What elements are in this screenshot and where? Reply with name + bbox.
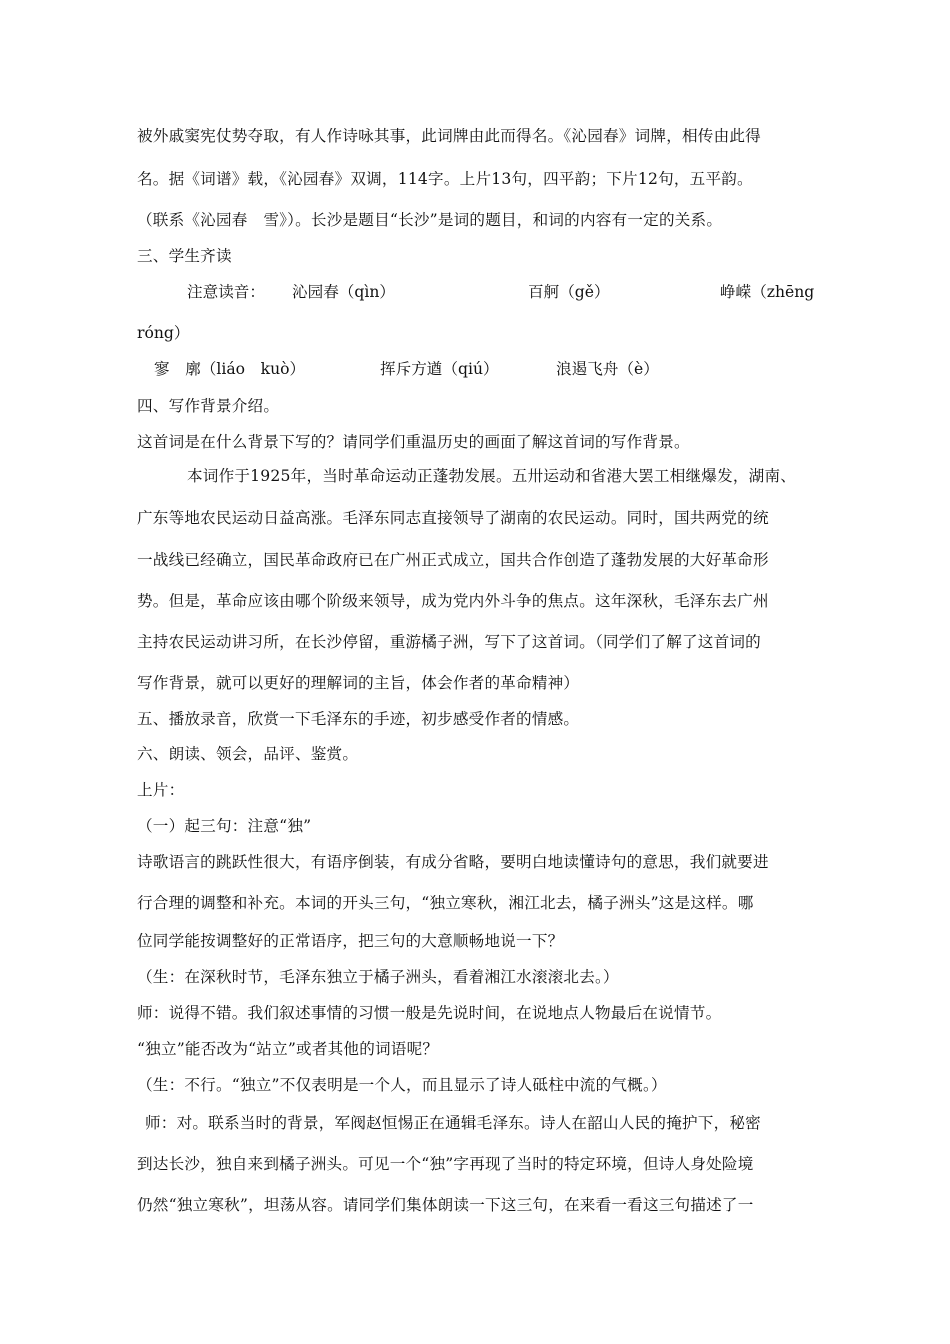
pronunciation-intro: 注意读音： — [187, 283, 265, 301]
section-heading: 三、学生齐读 — [137, 247, 232, 265]
text-line: 行合理的调整和补充。本词的开头三句，“独立寒秋，湘江北去，橘子洲头”这是这样。哪 — [137, 894, 754, 912]
text-line: 广东等地农民运动日益高涨。毛泽东同志直接领导了湖南的农民运动。同时，国共两党的统 — [137, 509, 769, 527]
pronunciation-item: 沁园春（qìn） — [292, 283, 395, 301]
pronunciation-item: 浪遏飞舟（è） — [556, 360, 659, 378]
section-heading: 六、朗读、领会，品评、鉴赏。 — [137, 745, 359, 763]
pronunciation-item: 峥嵘（zhēng — [720, 283, 815, 301]
text-line: 诗歌语言的跳跃性很大，有语序倒装，有成分省略，要明白地读懂诗句的意思，我们就要进 — [137, 853, 769, 871]
text-line: 这首词是在什么背景下写的？请同学们重温历史的画面了解这首词的写作背景。 — [137, 433, 690, 451]
text-line: 师：说得不错。我们叙述事情的习惯一般是先说时间，在说地点人物最后在说情节。 — [137, 1004, 722, 1022]
pronunciation-item: 百舸（gě） — [528, 283, 610, 301]
text-line: （生：在深秋时节，毛泽东独立于橘子洲头，看着湘江水滚滚北去。） — [137, 968, 619, 986]
text-line: 一战线已经确立，国民革命政府已在广州正式成立，国共合作创造了蓬勃发展的大好革命形 — [137, 551, 769, 569]
text-line: （联系《沁园春 雪》）。长沙是题目“长沙”是词的题目，和词的内容有一定的关系。 — [137, 211, 723, 229]
pronunciation-item: 寥 廓（liáo kuò） — [154, 360, 306, 378]
text-line: 主持农民运动讲习所，在长沙停留，重游橘子洲，写下了这首词。（同学们了解了这首词的 — [137, 633, 761, 651]
text-line: 被外戚窦宪仗势夺取，有人作诗咏其事，此词牌由此而得名。《沁园春》词牌，相传由此得 — [137, 127, 761, 145]
text-line: 名。据《词谱》载，《沁园春》双调，114字。上片13句，四平韵；下片12句，五平韵。 — [137, 170, 753, 188]
text-line: 师：对。联系当时的背景，军阀赵恒惕正在通辑毛泽东。诗人在韶山人民的掩护下，秘密 — [145, 1114, 761, 1132]
text-line: 写作背景，就可以更好的理解词的主旨，体会作者的革命精神） — [137, 674, 580, 692]
section-heading: 四、写作背景介绍。 — [137, 397, 280, 415]
section-heading: 五、播放录音，欣赏一下毛泽东的手迹，初步感受作者的情感。 — [137, 710, 580, 728]
text-line: （生：不行。“独立”不仅表明是一个人，而且显示了诗人砥柱中流的气概。） — [137, 1076, 667, 1094]
subsection-heading: （一）起三句：注意“独” — [137, 817, 312, 835]
text-line: 本词作于1925年，当时革命运动正蓬勃发展。五卅运动和省港大罢工相继爆发，湖南、 — [187, 467, 797, 485]
text-line: 仍然“独立寒秋”，坦荡从容。请同学们集体朗读一下这三句，在来看一看这三句描述了一 — [137, 1196, 754, 1214]
text-line: “独立”能否改为“站立”或者其他的词语呢？ — [137, 1040, 439, 1058]
text-line: 到达长沙，独自来到橘子洲头。可见一个“独”字再现了当时的特定环境，但诗人身处险境 — [137, 1155, 754, 1173]
pronunciation-item-continued: róng） — [137, 324, 190, 342]
pronunciation-item: 挥斥方遒（qiú） — [380, 360, 499, 378]
text-line: 上片： — [137, 781, 185, 799]
text-line: 位同学能按调整好的正常语序，把三句的大意顺畅地说一下？ — [137, 932, 564, 950]
text-line: 势。但是，革命应该由哪个阶级来领导，成为党内外斗争的焦点。这年深秋，毛泽东去广州 — [137, 592, 769, 610]
